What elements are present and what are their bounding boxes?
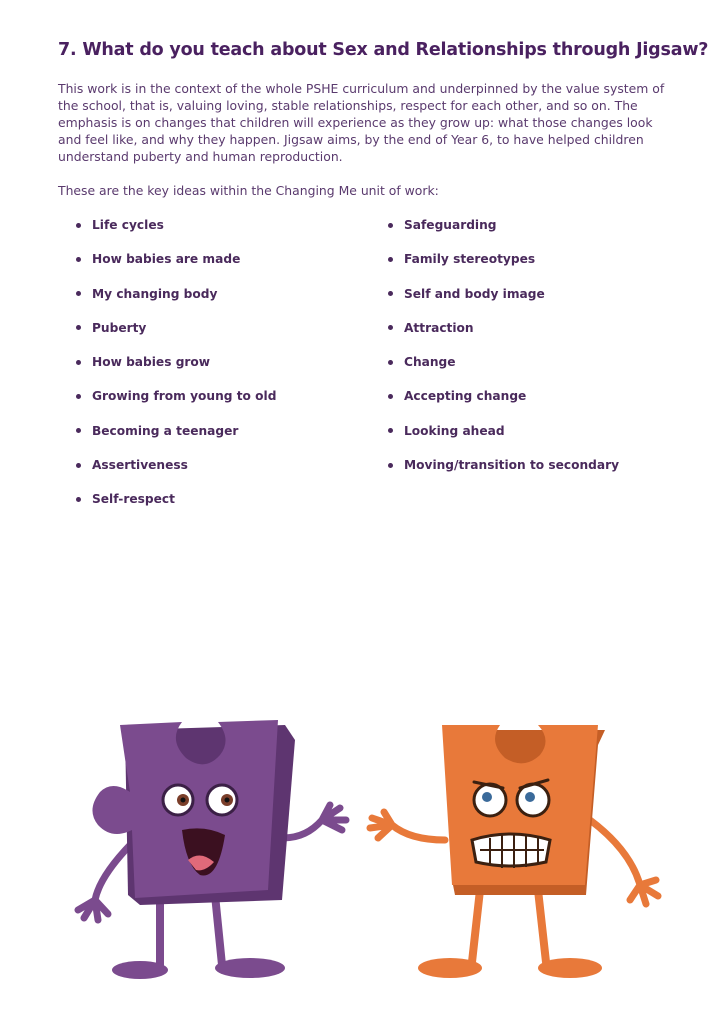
list-item: Safeguarding (386, 216, 619, 250)
list-item: Family stereotypes (386, 250, 619, 284)
list-item: Puberty (74, 319, 276, 353)
intro-paragraph: This work is in the context of the whole PSHE curriculum and underpinned by the value system of the school, that is, valuing loving, stable relationships, respect for each other, and so on. The emphasis is on changes that children will experience as they grow up: what those changes look and feel like, and why they happen. Jigsaw aims, by the end of Year 6, to have helped children understand puberty and human reproduction. (58, 81, 665, 164)
list-item: Accepting change (386, 387, 619, 421)
key-ideas-list-left (74, 216, 276, 525)
list-item: Life cycles (74, 216, 276, 250)
orange-jigsaw-mascot-icon (370, 725, 658, 978)
list-item: Growing from young to old (74, 387, 276, 421)
key-ideas-list-right (386, 216, 619, 490)
list-item: Becoming a teenager (74, 422, 276, 456)
list-item: Change (386, 353, 619, 387)
list-item: Self and body image (386, 285, 619, 319)
key-ideas-lead: These are the key ideas within the Changing Me unit of work: (58, 183, 439, 198)
list-item: My changing body (74, 285, 276, 319)
list-item: How babies grow (74, 353, 276, 387)
jigsaw-mascots-illustration (0, 700, 724, 1000)
list-item: Self-respect (74, 490, 276, 524)
list-item: Attraction (386, 319, 619, 353)
list-item: Assertiveness (74, 456, 276, 490)
list-item: Looking ahead (386, 422, 619, 456)
list-item: Moving/transition to secondary (386, 456, 619, 490)
section-heading: 7. What do you teach about Sex and Relationships through Jigsaw? (58, 40, 709, 60)
purple-jigsaw-mascot-icon (78, 720, 346, 979)
list-item: How babies are made (74, 250, 276, 284)
